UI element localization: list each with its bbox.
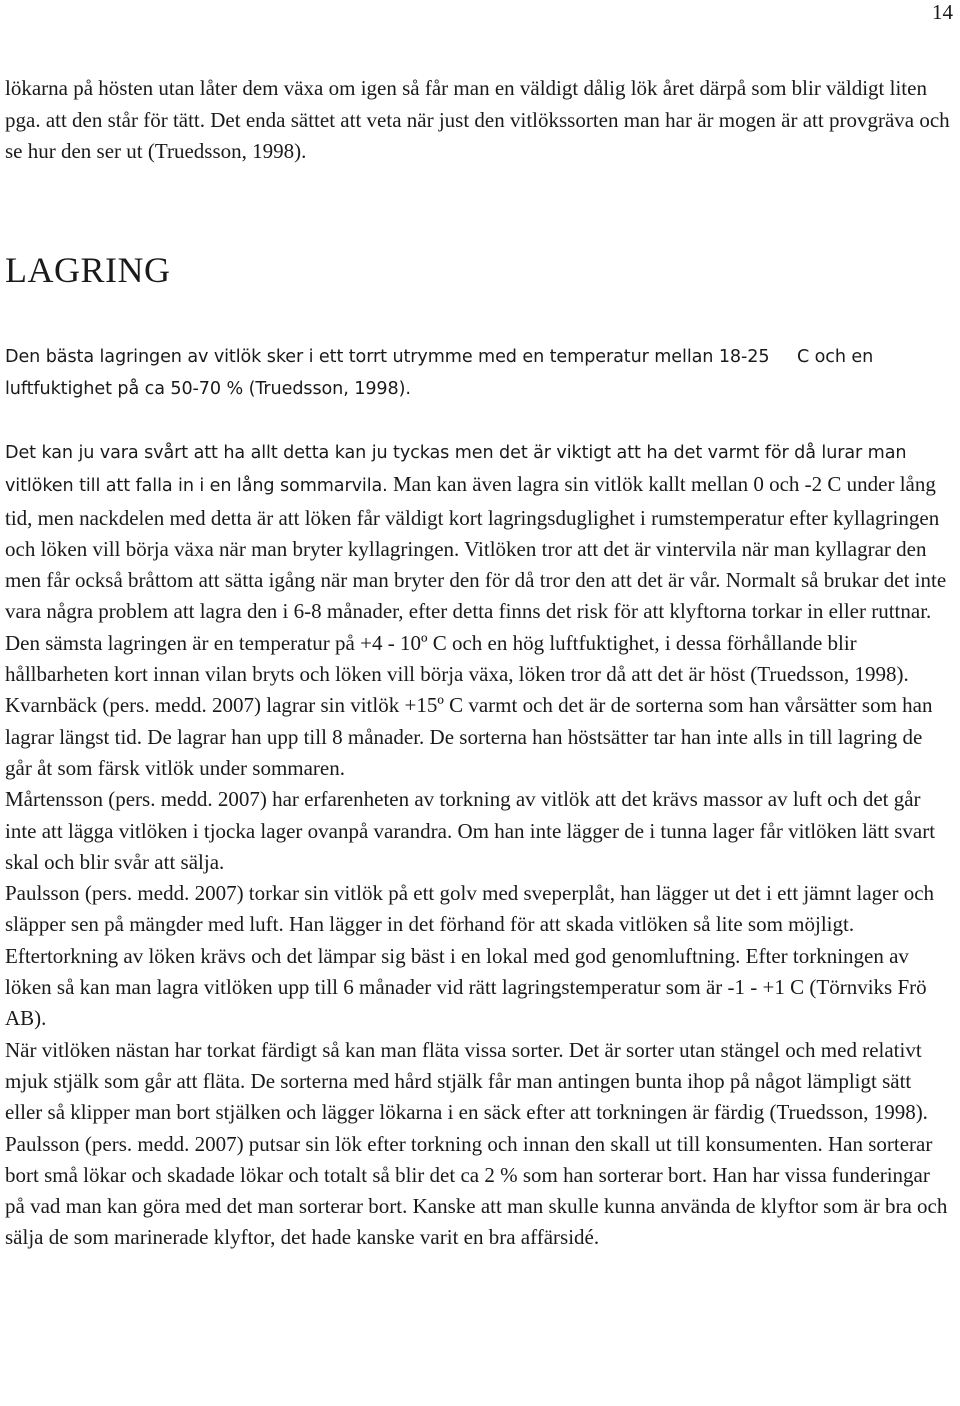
intro-paragraph: lökarna på hösten utan låter dem växa om igen så får man en väldigt dålig lök året därpå som blir väldigt liten pga. att den står för tätt. Det enda sättet att veta när just den vitlökssorten man har är mogen är att provgräva och se hur den ser ut (Truedsson, 1998). xyxy=(5,76,950,163)
storage-intro-paragraph xyxy=(5,342,952,405)
paragraph-worst-storage: Den sämsta lagringen är en temperatur på +4 - 10º C och en hög luftfuktighet, i dessa förhållande blir hållbarheten kort innan vilan bryts och löken vill börja växa, löken tror då att det är höst (Truedsson, 1998). xyxy=(5,630,909,687)
storage-continuation xyxy=(5,436,952,628)
cold-storage-text: Man kan även lagra sin vitlök kallt mellan 0 och -2 C under lång tid, men nackdelen med detta är att löken får väldigt kort lagringsduglighet i rumstemperatur efter kyllagringen och löken vill börja växa när man bryter kyllagringen. Vitlöken tror att det är vintervila när man kyllagrar den men får också bråttom att sätta igång när man bryter den för då tror den att det är vår. Normalt så brukar det inte vara några problem att lagra den i 6-8 månader, efter detta finns det risk för att klyftorna torkar in eller ruttnar. xyxy=(5,472,947,624)
storage-intro-line-1: Den bästa lagringen av vitlök sker i ett torrt utrymme med en temperatur mellan 18-25 xyxy=(5,347,770,367)
storage-body xyxy=(5,436,952,1254)
paragraph-kvarnback: Kvarnbäck (pers. medd. 2007) lagrar sin vitlök +15º C varmt och det är de sorterna som han vårsätter som han lagrar längst tid. De lagrar han upp till 8 månader. De sorterna han höstsätter tar han inte alls in till lagring de går åt som färsk vitlök under sommaren. xyxy=(5,693,933,780)
paragraph-paulsson-sorting: Paulsson (pers. medd. 2007) putsar sin lök efter torkning och innan den skall ut till konsumenten. Han sorterar bort små lökar och skadade lökar och totalt så blir det ca 2 % som han sorterar bort. Han har vissa funderingar på vad man kan göra med det man sorterar bort. Kanske att man skulle kunna använda de klyftor som är bra och sälja de som marinerade klyftor, det hade kanske varit en bra affärsidé. xyxy=(5,1131,948,1250)
storage-intro-line-2: C och en luftfuktighet på ca 50-70 % (Truedsson, 1998). xyxy=(5,347,874,399)
paragraph-martensson: Mårtensson (pers. medd. 2007) har erfarenheten av torkning av vitlök att det krävs massor av luft och det går inte att lägga vitlöken i tjocka lager ovanpå varandra. Om han inte lägger de i tunna lager får vitlöken lätt svart skal och blir svår att sälja. xyxy=(5,787,936,874)
degree-symbol-icon xyxy=(769,347,791,367)
storage-intro-line-3: Det kan ju vara svårt att ha allt detta kan ju tyckas men det är viktigt att ha det varmt för då lurar man vitlöken till att falla in i en lång sommarvila. xyxy=(5,443,907,497)
section-heading: LAGRING xyxy=(5,250,171,290)
page-number: 14 xyxy=(932,0,953,24)
paragraph-braiding: När vitlöken nästan har torkat färdigt så kan man fläta vissa sorter. Det är sorter utan stängel och med relativt mjuk stjälk som går att fläta. De sorterna med hård stjälk får man antingen bunta ihop på något lämpligt sätt eller så klipper man bort stjälken och lägger lökarna i en säck efter att torkningen är färdig (Truedsson, 1998). xyxy=(5,1037,928,1125)
paragraph-after-drying: Eftertorkning av löken krävs och det lämpar sig bäst i en lokal med god genomluftning. Efter torkningen av löken så kan man lagra vitlöken upp till 6 månader vid rätt lagringstemperatur som är -1 - +1 C (Törnviks Frö AB). xyxy=(5,943,927,1031)
paragraph-paulsson-drying: Paulsson (pers. medd. 2007) torkar sin vitlök på ett golv med sveperplåt, han lägger ut det i ett jämnt lager och släpper sen på mängder med luft. Han lägger in det förhand för att skada vitlöken så lite som möjligt. xyxy=(5,881,935,937)
